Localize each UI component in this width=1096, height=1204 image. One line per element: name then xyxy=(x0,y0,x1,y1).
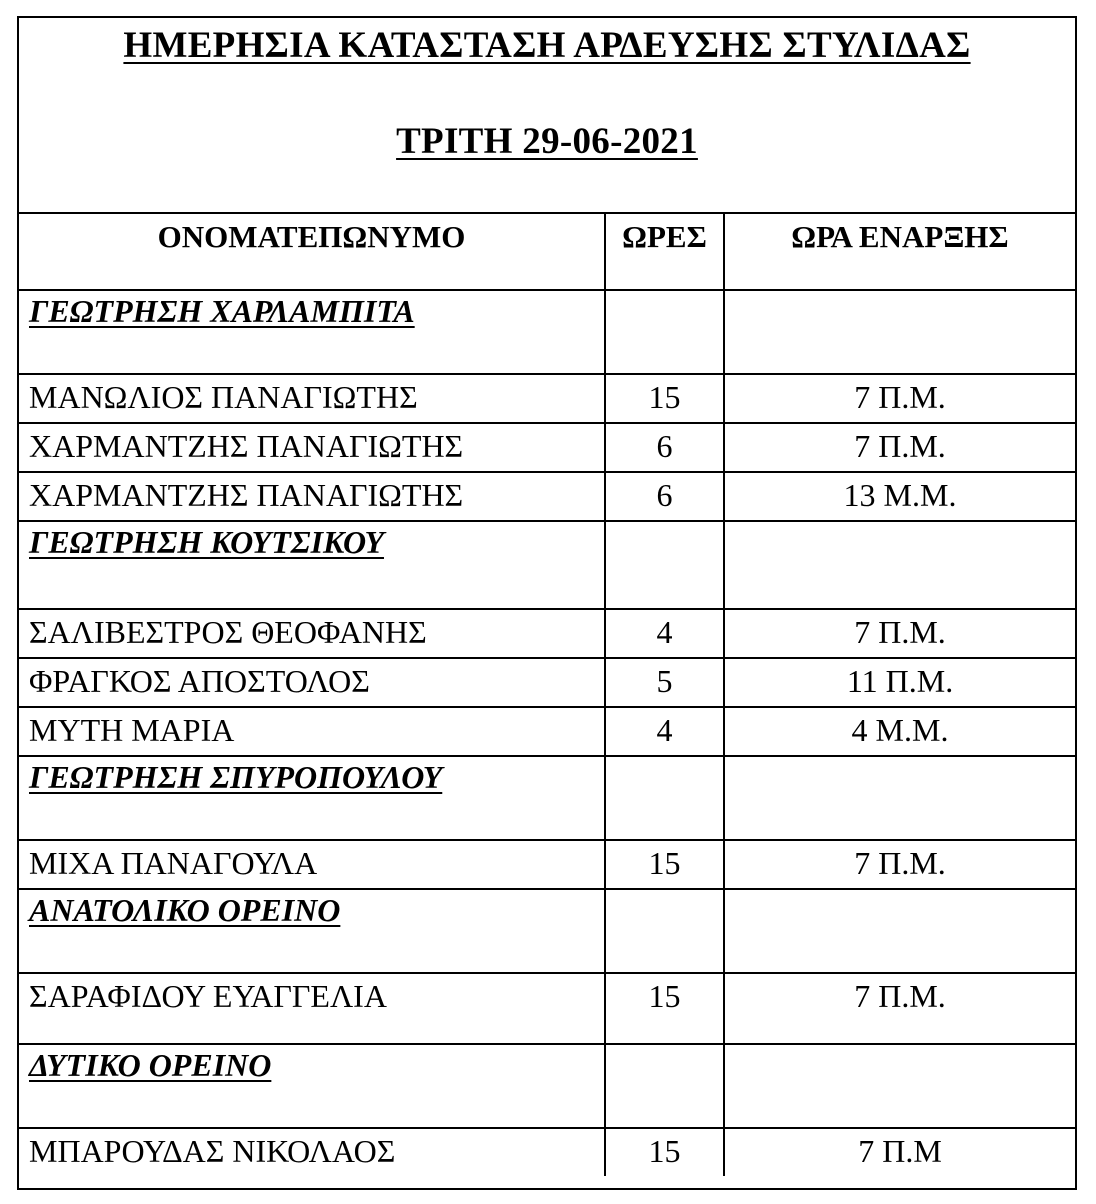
empty-cell xyxy=(605,889,724,973)
hours-cell: 5 xyxy=(605,658,724,707)
column-header-start-time: ΩΡΑ ΕΝΑΡΞΗΣ xyxy=(724,213,1075,290)
empty-cell xyxy=(724,889,1075,973)
report-date: ΤΡΙΤΗ 29-06-2021 xyxy=(396,121,698,162)
section-row xyxy=(19,1044,1075,1128)
empty-cell xyxy=(724,756,1075,840)
empty-cell xyxy=(605,756,724,840)
empty-cell xyxy=(605,290,724,374)
start-time-cell: 11 Π.Μ. xyxy=(724,658,1075,707)
empty-cell xyxy=(605,1044,724,1128)
table-row xyxy=(19,658,1075,707)
section-title: ΓΕΩΤΡΗΣΗ ΚΟΥΤΣΙΚΟΥ xyxy=(19,521,605,609)
person-name: ΜΙΧΑ ΠΑΝΑΓΟΥΛΑ xyxy=(19,840,605,889)
table-row xyxy=(19,423,1075,472)
person-name: ΧΑΡΜΑΝΤΖΗΣ ΠΑΝΑΓΙΩΤΗΣ xyxy=(19,472,605,521)
person-name: ΧΑΡΜΑΝΤΖΗΣ ΠΑΝΑΓΙΩΤΗΣ xyxy=(19,423,605,472)
empty-cell xyxy=(724,290,1075,374)
table-row xyxy=(19,840,1075,889)
table-row xyxy=(19,374,1075,423)
hours-cell: 4 xyxy=(605,707,724,756)
column-header-name: ΟΝΟΜΑΤΕΠΩΝΥΜΟ xyxy=(19,213,605,290)
section-title: ΔΥΤΙΚΟ ΟΡΕΙΝΟ xyxy=(19,1044,605,1128)
irrigation-report xyxy=(17,16,1077,1190)
person-name: ΣΑΛΙΒΕΣΤΡΟΣ ΘΕΟΦΑΝΗΣ xyxy=(19,609,605,658)
table-row xyxy=(19,973,1075,1044)
column-header-hours: ΩΡΕΣ xyxy=(605,213,724,290)
page-title: ΗΜΕΡΗΣΙΑ ΚΑΤΑΣΤΑΣΗ ΑΡΔΕΥΣΗΣ ΣΤΥΛΙΔΑΣ xyxy=(123,25,971,66)
start-time-cell: 7 Π.Μ. xyxy=(724,374,1075,423)
start-time-cell: 7 Π.Μ. xyxy=(724,423,1075,472)
start-time-cell: 7 Π.Μ. xyxy=(724,609,1075,658)
hours-cell: 15 xyxy=(605,973,724,1044)
section-title: ΑΝΑΤΟΛΙΚΟ ΟΡΕΙΝΟ xyxy=(19,889,605,973)
hours-cell: 6 xyxy=(605,423,724,472)
person-name: ΦΡΑΓΚΟΣ ΑΠΟΣΤΟΛΟΣ xyxy=(19,658,605,707)
hours-cell: 15 xyxy=(605,840,724,889)
person-name: ΜΑΝΩΛΙΟΣ ΠΑΝΑΓΙΩΤΗΣ xyxy=(19,374,605,423)
section-row xyxy=(19,889,1075,973)
start-time-cell: 7 Π.Μ. xyxy=(724,973,1075,1044)
person-name: ΜΥΤΗ ΜΑΡΙΑ xyxy=(19,707,605,756)
hours-cell: 15 xyxy=(605,374,724,423)
section-title: ΓΕΩΤΡΗΣΗ ΧΑΡΛΑΜΠΙΤΑ xyxy=(19,290,605,374)
empty-cell xyxy=(724,1044,1075,1128)
section-title: ΓΕΩΤΡΗΣΗ ΣΠΥΡΟΠΟΥΛΟΥ xyxy=(19,756,605,840)
section-row xyxy=(19,756,1075,840)
empty-cell xyxy=(724,521,1075,609)
start-time-cell: 13 Μ.Μ. xyxy=(724,472,1075,521)
table-row xyxy=(19,472,1075,521)
section-row xyxy=(19,521,1075,609)
person-name: ΜΠΑΡΟΥΔΑΣ ΝΙΚΟΛΑΟΣ xyxy=(19,1128,605,1176)
empty-cell xyxy=(605,521,724,609)
person-name: ΣΑΡΑΦΙΔΟΥ ΕΥΑΓΓΕΛΙΑ xyxy=(19,973,605,1044)
table-header-row xyxy=(19,213,1075,290)
start-time-cell: 4 Μ.Μ. xyxy=(724,707,1075,756)
start-time-cell: 7 Π.Μ xyxy=(724,1128,1075,1176)
table-row xyxy=(19,1128,1075,1176)
section-row xyxy=(19,290,1075,374)
table-row xyxy=(19,707,1075,756)
start-time-cell: 7 Π.Μ. xyxy=(724,840,1075,889)
hours-cell: 15 xyxy=(605,1128,724,1176)
title-block xyxy=(19,18,1075,214)
hours-cell: 6 xyxy=(605,472,724,521)
table-row xyxy=(19,609,1075,658)
hours-cell: 4 xyxy=(605,609,724,658)
irrigation-table xyxy=(19,212,1075,1176)
